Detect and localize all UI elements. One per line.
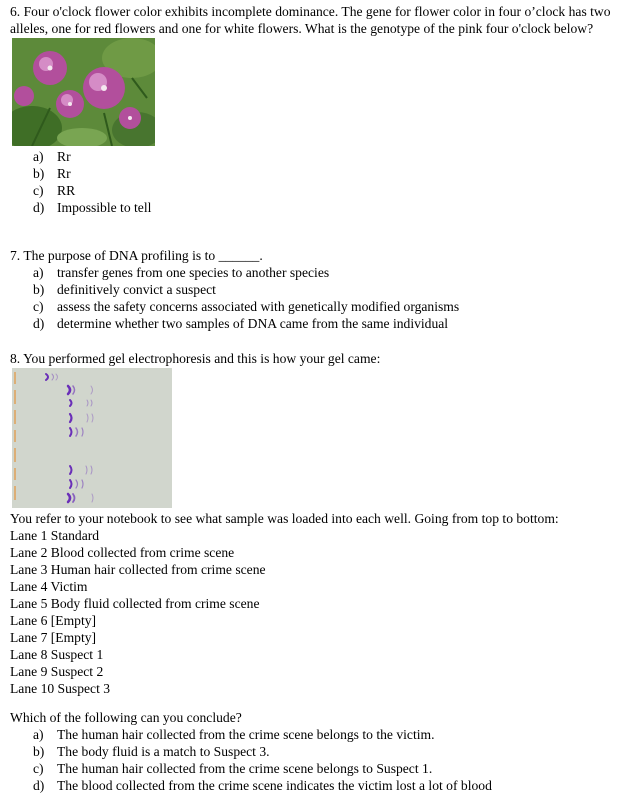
lane-list bbox=[10, 527, 640, 697]
option-b[interactable]: b) Rr bbox=[33, 166, 71, 181]
option-d[interactable]: d) The blood collected from the crime scene indicates the victim lost a lot of blood bbox=[33, 778, 492, 793]
lane-item: Lane 1 Standard bbox=[10, 528, 100, 543]
lane-item: Lane 8 Suspect 1 bbox=[10, 647, 104, 662]
question-6 bbox=[10, 3, 640, 216]
option-c[interactable]: c) RR bbox=[33, 183, 76, 198]
lane-item: Lane 3 Human hair collected from crime scene bbox=[10, 562, 266, 577]
notebook-text: You refer to your notebook to see what sample was loaded into each well. Going from top to bottom: bbox=[10, 511, 559, 526]
option-a[interactable]: a) The human hair collected from the crime scene belongs to the victim. bbox=[33, 727, 435, 742]
conclusion-question-text: Which of the following can you conclude? bbox=[10, 710, 242, 725]
question-6-options bbox=[10, 148, 640, 216]
lane-item: Lane 4 Victim bbox=[10, 579, 88, 594]
lane-item: Lane 10 Suspect 3 bbox=[10, 681, 111, 696]
option-a[interactable]: a) Rr bbox=[33, 149, 71, 164]
conclusion-question bbox=[10, 709, 640, 794]
option-c[interactable]: c) The human hair collected from the crime scene belongs to Suspect 1. bbox=[33, 761, 433, 776]
question-6-text: 6. Four o'clock flower color exhibits incomplete dominance. The gene for flower color in four o’clock has two alleles, one for red flowers and one for white flowers. What is the genotype of the pink four o'clock below? bbox=[10, 4, 611, 36]
lane-item: Lane 7 [Empty] bbox=[10, 630, 97, 645]
option-c[interactable]: c) assess the safety concerns associated with genetically modified organisms bbox=[33, 299, 460, 314]
lane-item: Lane 9 Suspect 2 bbox=[10, 664, 104, 679]
question-8-text: 8. You performed gel electrophoresis and this is how your gel came: bbox=[10, 351, 381, 366]
lane-item: Lane 6 [Empty] bbox=[10, 613, 97, 628]
option-b[interactable]: b) definitively convict a suspect bbox=[33, 282, 216, 297]
option-d[interactable]: d) Impossible to tell bbox=[33, 200, 152, 215]
question-8 bbox=[10, 350, 640, 697]
question-7 bbox=[10, 247, 640, 332]
lane-item: Lane 2 Blood collected from crime scene bbox=[10, 545, 235, 560]
option-b[interactable]: b) The body fluid is a match to Suspect 3. bbox=[33, 744, 270, 759]
gel-photo bbox=[12, 368, 172, 508]
answer-blank: ______. bbox=[218, 248, 263, 263]
lane-item: Lane 5 Body fluid collected from crime scene bbox=[10, 596, 260, 611]
conclusion-options bbox=[10, 726, 640, 794]
question-7-text: 7. The purpose of DNA profiling is to ______. bbox=[10, 248, 263, 263]
option-d[interactable]: d) determine whether two samples of DNA came from the same individual bbox=[33, 316, 449, 331]
question-7-options bbox=[10, 264, 640, 332]
option-a[interactable]: a) transfer genes from one species to another species bbox=[33, 265, 330, 280]
flower-photo bbox=[12, 38, 155, 146]
